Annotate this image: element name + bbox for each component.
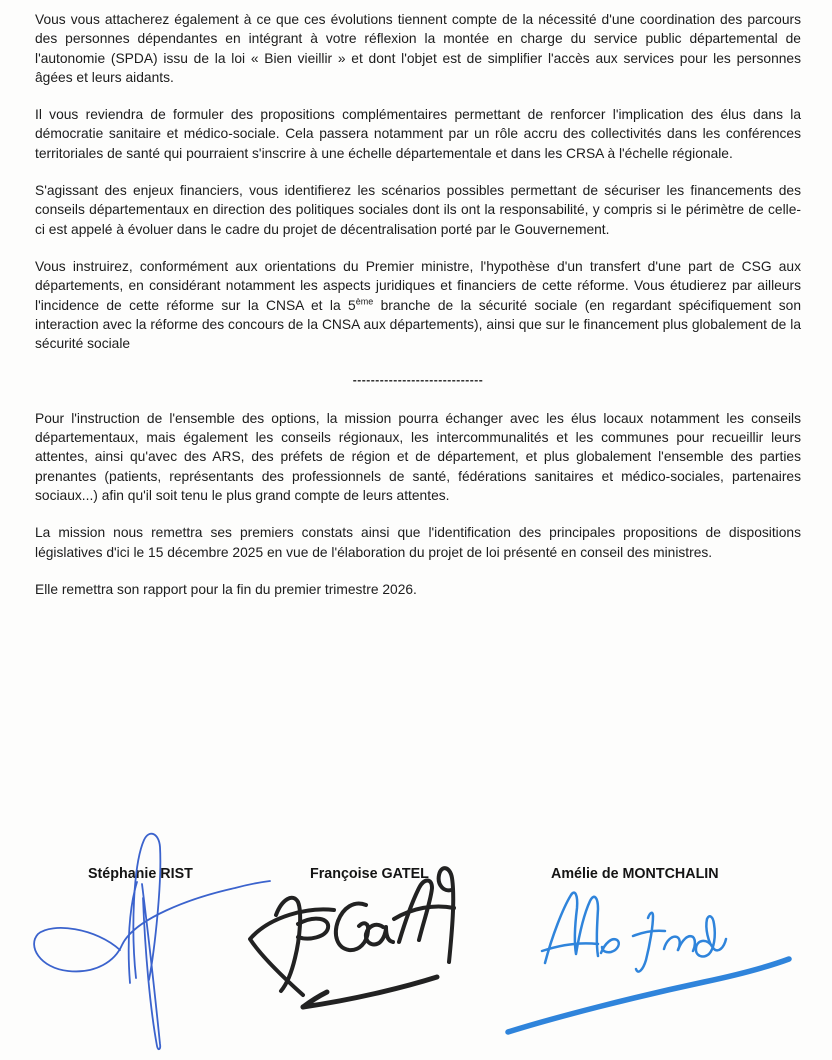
letter-body xyxy=(35,10,801,617)
rist-signature xyxy=(34,834,270,1050)
gatel-signature xyxy=(250,868,454,1007)
letter-paragraph-7: Elle remettra son rapport pour la fin du premier trimestre 2026. xyxy=(35,581,417,597)
letter-paragraph-3: S'agissant des enjeux financiers, vous identifierez les scénarios possibles permettant de sécuriser les financements des conseils départementaux en direction des politiques sociales dont ils ont la responsabilité, y compris si le périmètre de celle-ci est appelé à évoluer dans le cadre du projet de décentralisation porté par le Gouvernement. xyxy=(35,183,801,237)
signature-name-rist: Stéphanie RIST xyxy=(88,866,193,882)
montchalin-signature xyxy=(508,893,789,1032)
separator-dashes: ----------------------------- xyxy=(352,373,484,388)
letter-paragraph-4 xyxy=(35,257,801,353)
ordinal-superscript: ème xyxy=(355,295,374,306)
paragraph-4-text-before: Vous instruirez, conformément aux orientations du Premier ministre, l'hypothèse d'un transfert d'une part de CSG aux départements, en considérant notamment les aspects juridiques et financiers de cette réforme. Vous étudierez par ailleurs l'incidence de cette réforme sur la CNSA et la 5 xyxy=(35,258,801,313)
signature-name-montchalin: Amélie de MONTCHALIN xyxy=(551,866,719,882)
paragraph-4-text-after: branche de la sécurité sociale (en regardant spécifiquement son interaction avec la réforme des concours de la CNSA aux départements), ainsi que sur le financement plus globalement de la sécurité sociale xyxy=(35,297,801,352)
signature-name-gatel: Françoise GATEL xyxy=(310,866,429,882)
letter-paragraph-1: Vous vous attacherez également à ce que ces évolutions tiennent compte de la nécessité d'une coordination des parcours des personnes dépendantes en intégrant à votre réflexion la montée en charge du service public départemental de l'autonomie (SPDA) issu de la loi « Bien vieillir » et dont l'objet est de simplifier l'accès aux services pour les personnes âgées et leurs aidants. xyxy=(35,12,801,85)
letter-paragraph-6: La mission nous remettra ses premiers constats ainsi que l'identification des principales propositions de dispositions législatives d'ici le 15 décembre 2025 en vue de l'élaboration du projet de loi présenté en conseil des ministres. xyxy=(35,525,801,560)
letter-paragraph-2: Il vous reviendra de formuler des propositions complémentaires permettant de renforcer l'implication des élus dans la démocratie sanitaire et médico-sociale. Cela passera notamment par un rôle accru des collectivités dans les conférences territoriales de santé qui pourraient s'inscrire à une échelle départementale et dans les CRSA à l'échelle régionale. xyxy=(35,107,801,161)
signatures-layer xyxy=(0,820,832,1060)
letter-paragraph-5: Pour l'instruction de l'ensemble des options, la mission pourra échanger avec les élus locaux notamment les conseils départementaux, mais également les conseils régionaux, les intercommunalités et les communes pour recueillir leurs attentes, ainsi qu'avec des ARS, des préfets de région et de département, et plus globalement l'ensemble des parties prenantes (patients, représentants des professionnels de santé, fédérations sanitaires et médico-sociales, partenaires sociaux...) afin qu'il soit tenu le plus grand compte de leurs attentes. xyxy=(35,410,801,503)
